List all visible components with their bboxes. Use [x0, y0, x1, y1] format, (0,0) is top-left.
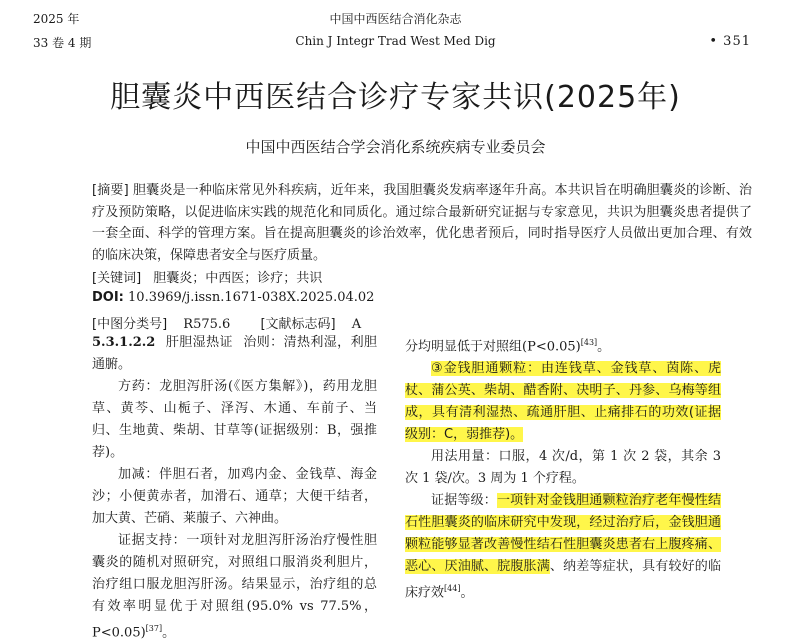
period: 。: [597, 339, 611, 355]
doi: [92, 290, 374, 305]
evidence-paragraph: [92, 530, 377, 644]
evidence-level-paragraph: [405, 490, 721, 604]
evidence-level-lead: 证据等级：: [431, 493, 497, 509]
evidence-text: 证据支持：一项针对龙胆泻肝汤治疗慢性胆囊炎的随机对照研究，对照组口服消炎利胆片，治疗组口服龙胆泻肝汤。结果显示，治疗组的总有效率明显优于对照组(95.0% vs 77.5%，P<0.05): [92, 533, 377, 641]
section-principle: 治则：清热利湿，利胆通腑。: [92, 335, 377, 372]
header-journal-en: Chin J Integr Trad West Med Dig: [295, 34, 496, 48]
highlighted-evidence-text: 一项针对金钱胆通颗粒治疗老年慢性结石性胆囊炎的临床研究中发现，经过治疗后，金钱胆通颗粒能够显著改善慢性结石性胆囊炎患者右上腹疼痛、恶心、厌油腻、脘腹胀满: [405, 493, 721, 575]
header-year: 2025 年: [33, 12, 80, 26]
citation: [44]: [444, 584, 461, 594]
header-page-number: • 351: [709, 34, 751, 49]
section-title: 肝胆湿热证: [165, 335, 233, 350]
page-header: [0, 10, 791, 50]
citation: [37]: [145, 624, 163, 633]
continuation-text: 分均明显低于对照组(P<0.05): [405, 339, 581, 355]
granule-paragraph: [405, 358, 721, 446]
abstract-label: [摘要]: [92, 183, 129, 198]
abstract-text: 胆囊炎是一种临床常见外科疾病，近年来，我国胆囊炎发病率逐年升高。本共识旨在明确胆囊炎的诊断、治疗及预防策略，以促进临床实践的规范化和同质化。通过综合最新研究证据与专家意见，共识为胆囊炎患者提供了一套全面、科学的管理方案。旨在提高胆囊炎的诊治效率，优化患者预后，同时指导医疗人员做出更加合理、有效的临床决策，保障患者安全与医疗质量。: [92, 183, 752, 263]
highlighted-granule-text: ③金钱胆通颗粒：由连钱草、金钱草、茵陈、虎杖、蒲公英、柴胡、醋香附、决明子、丹参、乌梅等组成，具有清利湿热、疏通肝胆、止痛排石的功效(证据级别：C，弱推荐)。: [405, 361, 721, 443]
clc-label: [中图分类号]: [92, 317, 168, 332]
keywords-text: 胆囊炎；中西医；诊疗；共识: [153, 271, 323, 286]
section-number: 5.3.1.2.2: [92, 335, 156, 350]
classification: [92, 313, 361, 332]
prescription-paragraph: 方药：龙胆泻肝汤(《医方集解》)，药用龙胆草、黄芩、山栀子、泽泻、木通、车前子、当归、生地黄、柴胡、甘草等(证据级别：B，强推荐)。: [92, 379, 377, 460]
header-volume: 33 卷 4 期: [33, 36, 92, 50]
dosage-paragraph: 用法用量：口服，4 次/d，第 1 次 2 袋，其余 3 次 1 袋/次。3 周为 1 个疗程。: [405, 449, 721, 487]
right-column: [405, 332, 721, 605]
period: 。: [162, 625, 176, 641]
author-organization: 中国中西医结合学会消化系统疾病专业委员会: [245, 138, 546, 156]
doi-label: DOI:: [92, 290, 124, 305]
header-journal-cn: 中国中西医结合消化杂志: [329, 12, 462, 26]
evidence-level-rest: 、纳差等症状，具有较好的临床疗效: [405, 559, 721, 601]
doc-code-value: A: [351, 317, 362, 332]
doc-code-label: [文献标志码]: [260, 317, 336, 332]
doi-text: 10.3969/j.issn.1671-038X.2025.04.02: [128, 290, 375, 305]
keywords: [92, 267, 322, 286]
abstract: [92, 180, 752, 266]
keywords-label: [关键词]: [92, 271, 142, 286]
paper-title: 胆囊炎中西医结合诊疗专家共识(2025年): [110, 80, 681, 115]
period: 。: [460, 585, 474, 601]
modification-paragraph: 加减：伴胆石者，加鸡内金、金钱草、海金沙；小便黄赤者，加滑石、通草；大便干结者，加大黄、芒硝、莱菔子、六神曲。: [92, 467, 377, 526]
clc-value: R575.6: [183, 317, 231, 332]
continuation-paragraph: [405, 332, 721, 358]
left-column: [92, 332, 377, 644]
section-heading: [92, 332, 377, 376]
citation: [43]: [580, 338, 598, 347]
